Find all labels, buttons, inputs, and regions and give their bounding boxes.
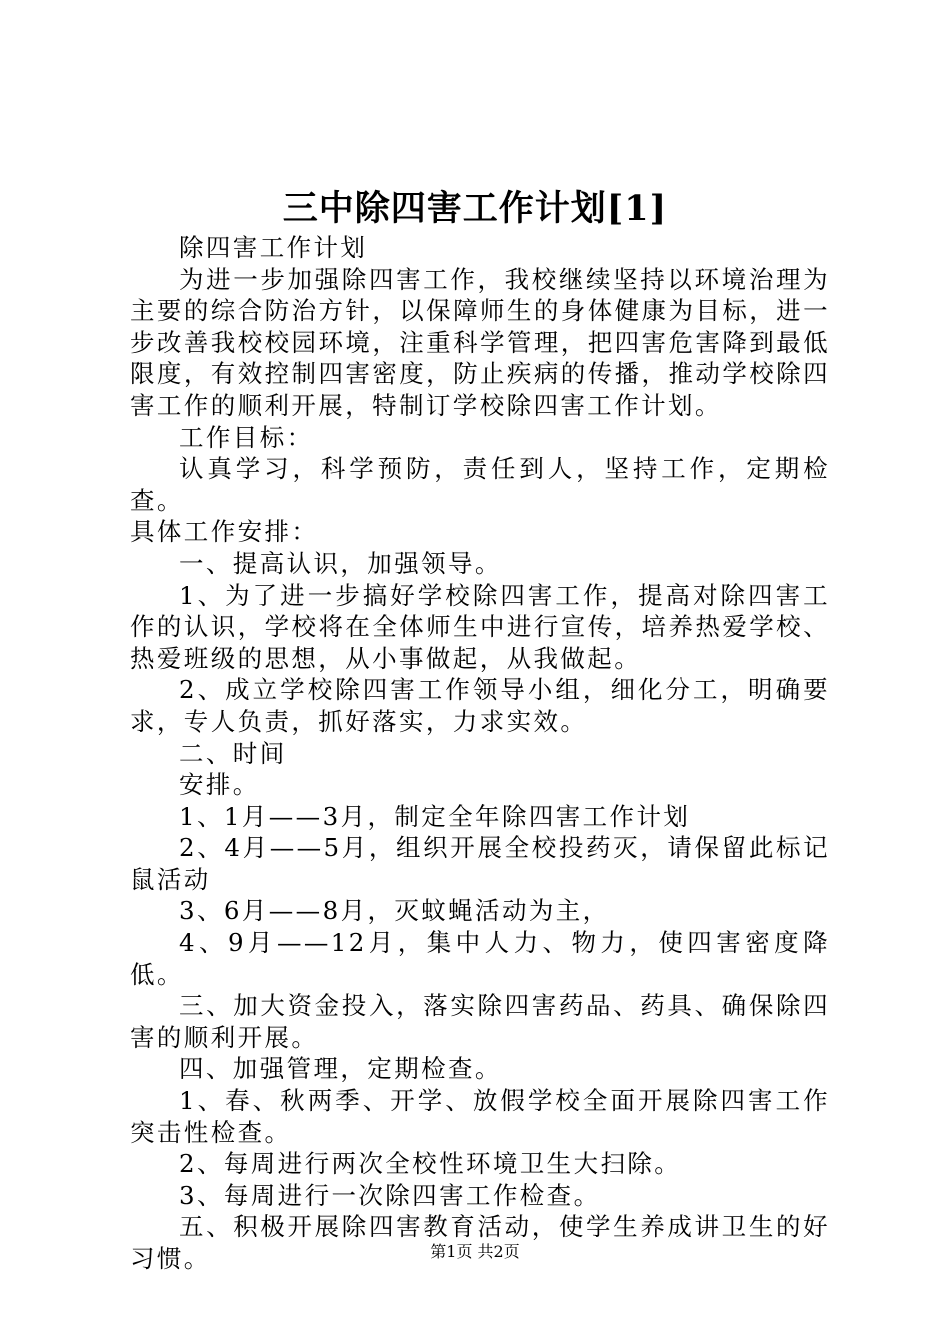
paragraph: 安排。: [179, 770, 260, 800]
paragraph: 认真学习，科学预防，责任到人，坚持工作，定期检查。: [130, 454, 830, 515]
paragraph: 三、加大资金投入，落实除四害药品、药具、确保除四害的顺利开展。: [130, 991, 830, 1052]
paragraph: 1、为了进一步搞好学校除四害工作，提高对除四害工作的认识，学校将在全体师生中进行宣传，培养热爱学校、热爱班级的思想，从小事做起，从我做起。: [130, 580, 830, 673]
paragraph: 具体工作安排：: [130, 517, 319, 547]
paragraph: 1、春、秋两季、开学、放假学校全面开展除四害工作突击性检查。: [130, 1086, 830, 1147]
paragraph: 工作目标：: [179, 422, 314, 452]
document-body: [130, 232, 830, 1275]
paragraph: 2、4月——5月，组织开展全校投药灭，请保留此标记鼠活动: [130, 833, 830, 894]
paragraph: 除四害工作计划: [179, 233, 368, 262]
paragraph: 四、加强管理，定期检查。: [179, 1054, 502, 1084]
paragraph: 二、时间: [179, 738, 287, 768]
paragraph: 3、6月——8月，灭蚊蝇活动为主，: [179, 896, 610, 926]
paragraph: 2、每周进行两次全校性环境卫生大扫除。: [179, 1149, 682, 1179]
page-footer: 第1页 共2页: [430, 1242, 520, 1261]
paragraph: 五、积极开展除四害教育活动，使学生养成讲卫生的好习惯。: [130, 1212, 830, 1273]
paragraph: 2、成立学校除四害工作领导小组，细化分工，明确要求，专人负责，抓好落实，力求实效。: [130, 675, 830, 736]
paragraph: 一、提高认识，加强领导。: [179, 548, 502, 578]
paragraph: 1、1月——3月，制定全年除四害工作计划: [179, 801, 691, 831]
paragraph: 为进一步加强除四害工作，我校继续坚持以环境治理为主要的综合防治方针，以保障师生的身体健康为目标，进一步改善我校校园环境，注重科学管理，把四害危害降到最低限度，有效控制四害密度，防止疾病的传播，推动学校除四害工作的顺利开展，特制订学校除四害工作计划。: [130, 264, 830, 420]
paragraph: 3、每周进行一次除四害工作检查。: [179, 1180, 601, 1210]
paragraph: 4、9月——12月，集中人力、物力，使四害密度降低。: [130, 928, 830, 989]
document-title: 三中除四害工作计划[1]: [282, 188, 668, 229]
